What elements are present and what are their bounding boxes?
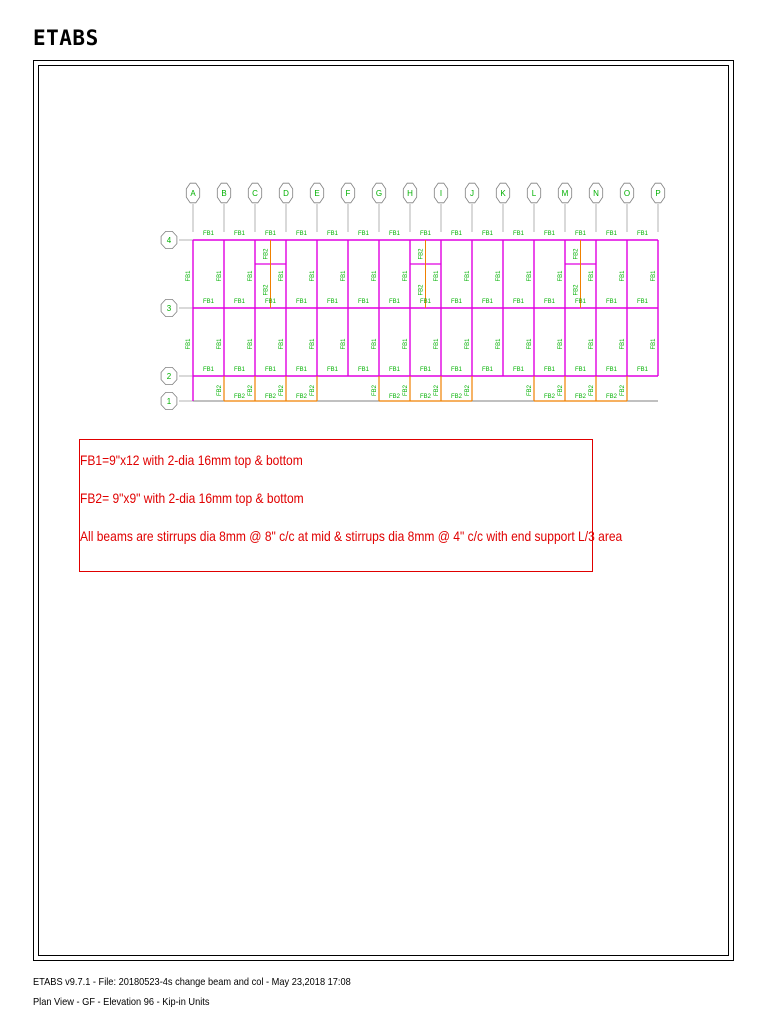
beam-label-fb1: FB1 <box>574 367 587 373</box>
beam-label-fb1: FB1 <box>543 367 556 373</box>
beam-label-fb2: FB2 <box>388 394 401 400</box>
beam-label-fb1-vertical: FB1 <box>310 270 316 282</box>
grid-label-col: I <box>439 189 443 198</box>
grid-label-col: B <box>221 189 227 198</box>
beam-label-fb1: FB1 <box>605 299 618 305</box>
beam-label-fb1-vertical: FB1 <box>403 338 409 350</box>
beam-label-fb1: FB1 <box>202 231 215 237</box>
grid-label-col: J <box>470 189 474 198</box>
beam-label-fb1: FB1 <box>605 231 618 237</box>
beam-label-fb1-vertical: FB1 <box>186 270 192 282</box>
beam-label-fb1: FB1 <box>512 299 525 305</box>
grid-label-row: 3 <box>166 304 172 313</box>
beam-label-fb1-vertical: FB1 <box>558 338 564 350</box>
grid-label-col: K <box>500 189 506 198</box>
beam-label-fb1: FB1 <box>233 299 246 305</box>
beam-label-fb1: FB1 <box>388 367 401 373</box>
beam-label-fb1: FB1 <box>636 299 649 305</box>
beam-label-fb1-vertical: FB1 <box>496 270 502 282</box>
beam-label-fb1: FB1 <box>295 231 308 237</box>
beam-label-fb1: FB1 <box>450 367 463 373</box>
beam-label-fb1: FB1 <box>264 231 277 237</box>
beam-label-fb1: FB1 <box>636 367 649 373</box>
note-fb1: FB1=9"x12 with 2-dia 16mm top & bottom <box>80 452 303 468</box>
beam-label-fb1-vertical: FB1 <box>465 270 471 282</box>
beam-label-fb1: FB1 <box>202 367 215 373</box>
beam-label-fb2: FB2 <box>450 394 463 400</box>
beam-label-fb1: FB1 <box>481 367 494 373</box>
beam-label-fb2: FB2 <box>233 394 246 400</box>
beam-label-fb1: FB1 <box>388 299 401 305</box>
beam-label-fb1-vertical: FB1 <box>620 338 626 350</box>
beam-label-fb1-vertical: FB1 <box>527 338 533 350</box>
beam-label-fb2-vertical: FB2 <box>465 384 471 397</box>
beam-label-fb1-vertical: FB1 <box>620 270 626 282</box>
beam-label-fb1-vertical: FB1 <box>589 338 595 350</box>
grid-label-col: L <box>531 189 537 198</box>
beam-label-fb2-opening: FB2 <box>573 284 580 296</box>
beam-label-fb1: FB1 <box>450 299 463 305</box>
grid-label-col: C <box>252 189 258 198</box>
grid-label-col: N <box>593 189 599 198</box>
beam-label-fb1: FB1 <box>202 299 215 305</box>
grid-label-col: P <box>655 189 661 198</box>
grid-label-row: 4 <box>166 236 172 245</box>
beam-label-fb1: FB1 <box>295 367 308 373</box>
beam-label-fb2: FB2 <box>419 394 432 400</box>
beam-label-fb1: FB1 <box>357 299 370 305</box>
beam-label-fb1: FB1 <box>388 231 401 237</box>
beam-label-fb1-vertical: FB1 <box>248 338 254 350</box>
beam-label-fb1: FB1 <box>419 367 432 373</box>
beam-label-fb2-vertical: FB2 <box>217 384 223 397</box>
beam-label-fb1-vertical: FB1 <box>279 270 285 282</box>
beam-label-fb1: FB1 <box>543 231 556 237</box>
beam-label-fb1-vertical: FB1 <box>434 270 440 282</box>
beam-label-fb1-vertical: FB1 <box>558 270 564 282</box>
beam-label-fb1-vertical: FB1 <box>186 338 192 350</box>
grid-label-row: 2 <box>166 372 172 381</box>
beam-label-fb1: FB1 <box>295 299 308 305</box>
beam-label-fb1-vertical: FB1 <box>341 338 347 350</box>
grid-label-col: H <box>407 189 413 198</box>
grid-label-col: D <box>283 189 289 198</box>
beam-label-fb1-vertical: FB1 <box>372 338 378 350</box>
beam-label-fb2: FB2 <box>543 394 556 400</box>
grid-label-col: M <box>561 189 569 198</box>
beam-label-fb2: FB2 <box>264 394 277 400</box>
beam-label-fb1-vertical: FB1 <box>651 270 657 282</box>
beam-label-fb2: FB2 <box>574 394 587 400</box>
beam-label-fb1-vertical: FB1 <box>217 338 223 350</box>
beam-label-fb1: FB1 <box>357 231 370 237</box>
beam-label-fb2-vertical: FB2 <box>434 384 440 397</box>
beam-label-fb2-opening: FB2 <box>573 248 580 260</box>
beam-label-fb1-vertical: FB1 <box>465 338 471 350</box>
beam-label-fb2-vertical: FB2 <box>589 384 595 397</box>
beam-label-fb1: FB1 <box>264 299 277 305</box>
beam-label-fb2-vertical: FB2 <box>403 384 409 397</box>
beam-label-fb2-opening: FB2 <box>418 248 425 260</box>
beam-label-fb2-opening: FB2 <box>418 284 425 296</box>
grid-label-row: 1 <box>166 397 172 406</box>
beam-label-fb2-opening: FB2 <box>263 248 270 260</box>
beam-label-fb1: FB1 <box>481 231 494 237</box>
grid-label-col: E <box>314 189 320 198</box>
beam-label-fb1-vertical: FB1 <box>434 338 440 350</box>
footer-view-info: Plan View - GF - Elevation 96 - Kip-in Units <box>33 996 210 1008</box>
beam-label-fb1: FB1 <box>326 299 339 305</box>
beam-label-fb1: FB1 <box>233 231 246 237</box>
beam-label-fb2: FB2 <box>605 394 618 400</box>
beam-label-fb1-vertical: FB1 <box>372 270 378 282</box>
beam-label-fb1-vertical: FB1 <box>589 270 595 282</box>
beam-label-fb2-vertical: FB2 <box>310 384 316 397</box>
beam-label-fb1: FB1 <box>605 367 618 373</box>
beam-label-fb1: FB1 <box>512 367 525 373</box>
beam-label-fb1-vertical: FB1 <box>248 270 254 282</box>
beam-label-fb1: FB1 <box>419 299 432 305</box>
note-stirrups: All beams are stirrups dia 8mm @ 8" c/c at mid & stirrups dia 8mm @ 4" c/c with end support L/3 area <box>80 528 623 544</box>
beam-label-fb1-vertical: FB1 <box>403 270 409 282</box>
beam-label-fb2-opening: FB2 <box>263 284 270 296</box>
grid-label-col: F <box>345 189 351 198</box>
beam-label-fb1: FB1 <box>326 367 339 373</box>
beam-label-fb2-vertical: FB2 <box>620 384 626 397</box>
beam-label-fb1: FB1 <box>512 231 525 237</box>
beam-label-fb1-vertical: FB1 <box>341 270 347 282</box>
grid-label-col: A <box>190 189 196 198</box>
beam-label-fb1: FB1 <box>233 367 246 373</box>
beam-label-fb1: FB1 <box>574 299 587 305</box>
app-title: ETABS <box>33 26 99 50</box>
grid-label-col: O <box>623 189 631 198</box>
note-fb2: FB2= 9"x9" with 2-dia 16mm top & bottom <box>80 490 304 506</box>
beam-label-fb1-vertical: FB1 <box>310 338 316 350</box>
beam-label-fb1: FB1 <box>636 231 649 237</box>
beam-label-fb2-vertical: FB2 <box>527 384 533 397</box>
beam-label-fb1-vertical: FB1 <box>217 270 223 282</box>
beam-label-fb1: FB1 <box>543 299 556 305</box>
footer-file-info: ETABS v9.7.1 - File: 20180523-4s change beam and col - May 23,2018 17:08 <box>33 976 351 988</box>
beam-label-fb2: FB2 <box>295 394 308 400</box>
beam-label-fb1: FB1 <box>481 299 494 305</box>
beam-label-fb2-vertical: FB2 <box>372 384 378 397</box>
beam-label-fb1: FB1 <box>357 367 370 373</box>
beam-label-fb2-vertical: FB2 <box>248 384 254 397</box>
grid-label-col: G <box>375 189 383 198</box>
beam-label-fb1-vertical: FB1 <box>527 270 533 282</box>
beam-label-fb1: FB1 <box>450 231 463 237</box>
beam-label-fb1: FB1 <box>264 367 277 373</box>
beam-label-fb1-vertical: FB1 <box>496 338 502 350</box>
beam-label-fb1: FB1 <box>419 231 432 237</box>
beam-label-fb2-vertical: FB2 <box>558 384 564 397</box>
beam-label-fb1: FB1 <box>574 231 587 237</box>
beam-label-fb1: FB1 <box>326 231 339 237</box>
beam-label-fb1-vertical: FB1 <box>279 338 285 350</box>
beam-label-fb1-vertical: FB1 <box>651 338 657 350</box>
beam-label-fb2-vertical: FB2 <box>279 384 285 397</box>
